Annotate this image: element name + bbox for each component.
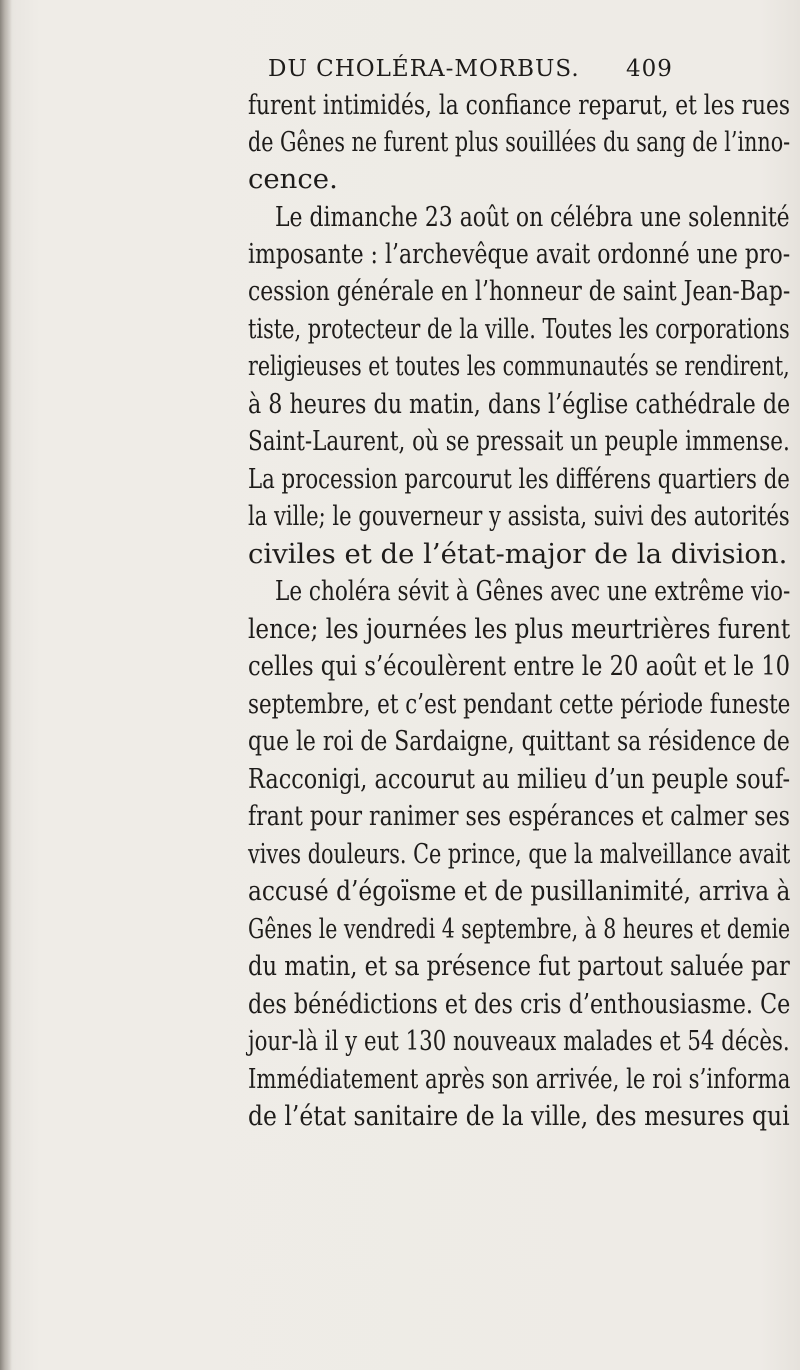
text-line: religieuses et toutes les communautés se rendirent, <box>248 350 790 382</box>
text-line: de l’état sanitaire de la ville, des mesures qui <box>248 1100 790 1132</box>
text-line: jour-là il y eut 130 nouveaux malades et 54 décès. <box>248 1025 790 1057</box>
text-line: à 8 heures du matin, dans l’église cathédrale de <box>248 388 791 420</box>
text-line: imposante : l’archevêque avait ordonné une pro- <box>248 238 791 270</box>
text-line: accusé d’égoïsme et de pusillanimité, arriva à <box>248 875 791 907</box>
running-title: DU CHOLÉRA-MORBUS. <box>268 56 580 82</box>
text-line: vives douleurs. Ce prince, que la malveillance avait <box>248 838 791 870</box>
text-line: Gênes le vendredi 4 septembre, à 8 heures et demie <box>248 913 791 945</box>
text-line: Le choléra sévit à Gênes avec une extrême vio- <box>275 575 791 607</box>
text-line: que le roi de Sardaigne, quittant sa résidence de <box>248 725 790 757</box>
text-line: tiste, protecteur de la ville. Toutes les corporations <box>248 313 790 345</box>
text-line: celles qui s’écoulèrent entre le 20 août et le 10 <box>248 650 791 682</box>
text-line: du matin, et sa présence fut partout saluée par <box>248 950 790 982</box>
page-number: 409 <box>626 56 673 82</box>
binding-gutter <box>0 0 12 1370</box>
text-line: Saint-Laurent, où se pressait un peuple immense. <box>248 425 790 457</box>
text-line: de Gênes ne furent plus souillées du sang de l’inno- <box>248 126 791 158</box>
text-line: cence. <box>248 163 338 195</box>
text-line: Le dimanche 23 août on célébra une solennité <box>275 201 790 233</box>
text-line: la ville; le gouverneur y assista, suivi des autorités <box>248 500 790 532</box>
text-line: Racconigi, accourut au milieu d’un peuple souf- <box>248 763 791 795</box>
text-line: civiles et de l’état-major de la division. <box>248 538 788 570</box>
text-line: lence; les journées les plus meurtrières furent <box>248 613 791 645</box>
text-line: frant pour ranimer ses espérances et calmer ses <box>248 800 790 832</box>
text-line: La procession parcourut les différens quartiers de <box>248 463 790 495</box>
text-line: Immédiatement après son arrivée, le roi s’informa <box>248 1063 791 1095</box>
text-line: septembre, et c’est pendant cette période funeste <box>248 688 791 720</box>
text-line: cession générale en l’honneur de saint Jean-Bap- <box>248 275 791 307</box>
page-header <box>268 56 673 86</box>
text-line: furent intimidés, la confiance reparut, et les rues <box>248 89 791 121</box>
text-line: des bénédictions et des cris d’enthousiasme. Ce <box>248 988 791 1020</box>
